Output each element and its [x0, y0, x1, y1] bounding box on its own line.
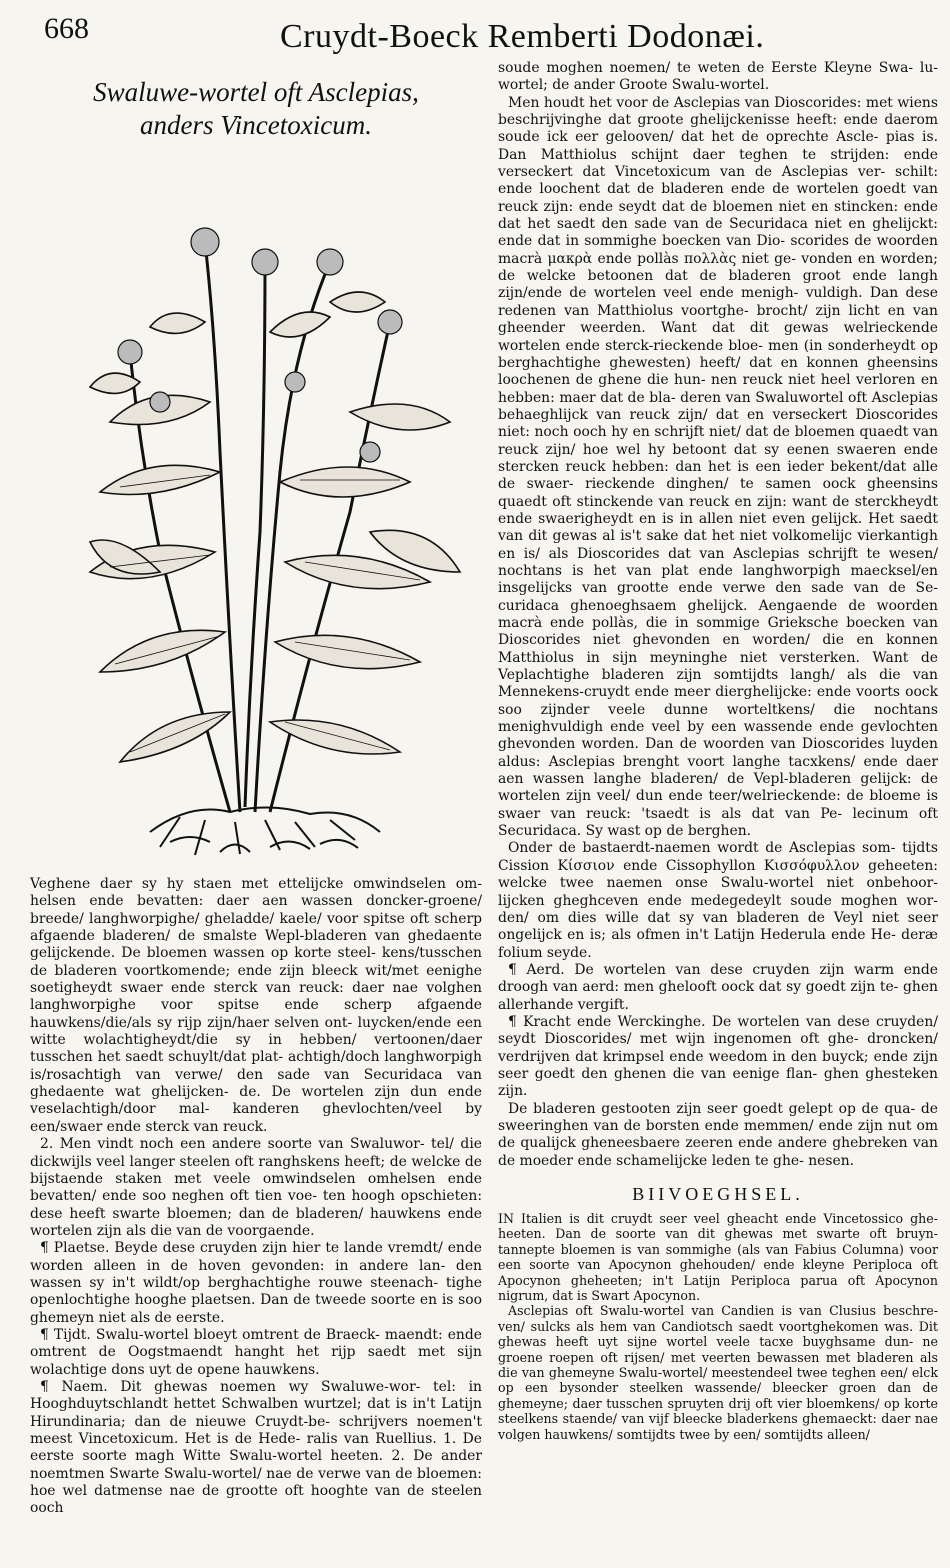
running-head: Cruydt-Boeck Remberti Dodonæi. [280, 18, 765, 55]
paragraph: Asclepias oft Swalu-wortel van Candien is van Clusius beschre- ven/ sulcks als hem van Candiotsch saedt voortghekomen was. Dit ghewas heeft uyt sijne wortel veele tacxe buyghsame dun- ne groene roepen oft rijsen/ met veerten bewassen met bladeren als die van ghemeyne Swalu-wortel/ meestendeel twee teghen een/ elck op een bysonder steelken wassende/ bleecker groen dan de ghemeyne; daer tusschen spruyten drij oft vier bloemkens/ op korte steelkens staende/ van vijf bleecke bladerkens ghemaeckt: daer nae volgen hauwkens/ somtijdts twee by een/ somtijdts alleen/ [498, 1303, 938, 1442]
plant-woodcut-illustration [30, 152, 482, 864]
paragraph: ¶ Tijdt. Swalu-wortel bloeyt omtrent de Braeck- maendt: ende omtrent de Oogstmaendt hanght het rijp saedt met sijn wolachtige dons uyt de opene hauwkens. [30, 1326, 482, 1378]
paragraph: Onder de bastaerdt-naemen wordt de Asclepias som- tijdts Cission Κίσσιον ende Cissophyllon Κισσόφυλλον geheeten: welcke twee naemen onse Swalu-wortel niet onbehoor- lijcken gheghceven ende medegedeylt soude moghen wor- den/ om dies wille dat sy van bladeren de Veyl niet seer ongelijck en is; als ofmen in't Latijn Hederula ende He- deræ folium seyde. [498, 840, 938, 961]
paragraph: ¶ Kracht ende Werckinghe. De wortelen van dese cruyden/ seydt Dioscorides/ met wijn ingenomen oft ghe- droncken/ verdrijven dat krimpsel ende weedom in den buyck; ende zijn seer goedt den ghenen die van eenige flan- ghen ghesteken zijn. [498, 1013, 938, 1100]
left-column [30, 70, 482, 1518]
paragraph: ¶ Aerd. De wortelen van dese cruyden zijn warm ende droogh van aerd: men ghelooft oock dat sy goedt zijn te- ghen allerhande vergift. [498, 961, 938, 1013]
chapter-title-line2: anders Vincetoxicum. [140, 110, 372, 140]
plant-drawing [30, 152, 482, 864]
page-number: 668 [44, 12, 89, 45]
paragraph: soude moghen noemen/ te weten de Eerste Kleyne Swa- lu-wortel; de ander Groote Swalu-wortel. [498, 60, 938, 94]
paragraph: Men houdt het voor de Asclepias van Dioscorides: met wiens beschrijvinghe dat groote ghelijckenisse heeft: ende daerom soude ick eer gelooven/ dat het de oprechte Ascle- pias is. Dan Matthiolus schijnt daer teghen te strijden: ende verseckert dat Vincetoxicum van de Asclepias ver- schilt: ende loochent dat de bladeren ende de wortelen goedt van reuck zijn: ende seydt dat de bloemen niet en stincken: ende dat het saedt den sade van de Securidaca niet en ghelijckt: ende dat in sommighe boecken van Dio- scorides de woorden macrà μακρὰ ende pollàs πολλὰς niet ge- vonden en worden; de welcke betoonen dat de bladeren groot ende langh zijn/ende de wortelen veel ende menigh- vuldigh. Dan dese redenen van Matthiolus voortghe- brocht/ zijn licht en van gheender weerden. Want dat dit gewas welrieckende wortelen ende sterck-rieckende bloe- men (in sonderheydt op berghachtighe ghewesten) heeft/ dat en konnen gheensins loochenen de ghene die hun- nen reuck niet heel verloren en hebben: maer dat de bla- deren van Swaluwortel oft Asclepias behaeghlijck van reuck zijn/ dat en verseckert Dioscorides niet: noch ooch hy en schrijft niet/ dat de bloemen quaedt van reuck zijn/ hoe wel hy betoont dat sy eenen swaeren ende stercken reuck hebben: dan het is een ieder bekent/dat alle de swaer- rieckende dinghen/ te samen oock gheensins quaedt oft stinckende van reuck en zijn: want de sterckheydt ende swaerigheydt en is in allen niet even gelijck. Het saedt van dit gewas al is't sake dat het niet volkomelijc vierkantigh en is/ als Dioscorides dat van Asclepias schrijft te wesen/ nochtans is het van plat ende langhworpigh maecksel/en insgelijcks van grootte ende verwe den sade van de Se- curidaca ghenoeghsaem ghelijck. Aengaende de woorden macrà ende pollàs, die in sommige Grieksche boecken van Dioscorides niet ghevonden en worden/ die en konnen Matthiolus in sijn meyninghe niet versterken. Want de Veplachtighe bladeren zijn somtijdts langh/ als die van Mennekens-cruydt ende meer dierghelijcke: ende voorts oock soo zijnder veele dunne worteltkens/ die nochtans menighvuldigh ende veel by een wassende ende gevlochten ghevonden worden. Dan de woorden van Dioscorides luyden aldus: Asclepias brenght voort langhe tacxkens/ ende daer aen wassen langhe bladeren/ de Vepl-bladeren gelijck: de wortelen zijn veel/ dun ende teer/welrieckende: de bloeme is swaer van reuck: 'tsaedt is als dat van Pe- lecinum oft Securidaca. Sy wast op de berghen. [498, 94, 938, 840]
right-column [498, 60, 938, 1442]
chapter-title-line1: Swaluwe-wortel oft Asclepias, [93, 77, 419, 107]
paragraph: ¶ Plaetse. Beyde dese cruyden zijn hier te lande vremdt/ ende worden alleen in de hoven gevonden: in andere lan- den wassen sy in't wildt/op berghachtighe rouwe steenach- tighe openlochtighe hooghe plaetsen. Dan de tweede soorte en is soo ghemeyn niet als de eerste. [30, 1240, 482, 1326]
paragraph: 2. Men vindt noch een andere soorte van Swaluwor- tel/ die dickwijls veel langer steelen oft ranghskens heeft; de welcke de bijstaende staken met veele omwindselen omhelsen ende bevatten/ ende soo neghen oft tien voe- ten hoogh opschieten: dese heeft swarte bloemen; dan de bladeren/ hauwkens ende wortelen zijn als die van de voorgaende. [30, 1136, 482, 1239]
paragraph: De bladeren gestooten zijn seer goedt gelept op de qua- de sweeringhen van de borsten ende memmen/ ende zijn nut om de qualijck gheneesbaere zeeren ende andere ghebreken van de moeder ende schamelijcke leden te ghe- nesen. [498, 1100, 938, 1169]
paragraph: ¶ Naem. Dit ghewas noemen wy Swaluwe-wor- tel: in Hooghduytschlandt hettet Schwalben wurtzel; dat is in't Latijn Hirundinaria; dan de nieuwe Cruydt-be- schrijvers noemen't meest Vincetoxicum. Het is de Hede- ralis van Ruellius. 1. De eerste soorte magh Witte Swalu-wortel heeten. 2. De ander noemtmen Swarte Swalu-wortel/ nae de verwe van de bloemen: hoe wel datmense nae de grootte oft hooghte van de steelen ooch [30, 1378, 482, 1517]
paragraph: IN Italien is dit cruydt seer veel gheacht ende Vincetossico ghe- heeten. Dan de soorte van dit ghewas met swarte oft bruyn- tannepte bloemen is van sommighe (als van Fabius Columna) voor een soorte van Apocynon ghehouden/ ende kleyne Periploca oft Apocynon gheheeten; in't Latijn Periploca parua oft Apocynon nigrum, dat is Swart Apocynon. [498, 1211, 938, 1304]
bijvoeghsel-text [498, 1211, 938, 1442]
chapter-title [30, 76, 482, 142]
right-body-text [498, 60, 938, 1170]
left-body-text [30, 876, 482, 1518]
paragraph: Veghene daer sy hy staen met ettelijcke omwindselen om- helsen ende bevatten: daer aen wassen doncker-groene/ breede/ langhworpighe/ gheladde/ kaele/ voor spitse oft scherp afgaende bladeren/ de smalste Wepl-bladeren van ghedaente gelijckende. De bloemen wassen op korte steel- kens/tusschen de bladeren voortkomende; ende zijn bleeck wit/met eenighe soetigheydt swaer ende sterck van reuck: daer nae volghen langhworpighe voor spitse ende scherp afgaende hauwkens/die/als sy rijp zijn/haer selven ont- luycken/ende een witte wolachtigheydt/die sy in hebben/ vertoonen/daer tusschen het saedt schuylt/dat plat- achtigh/doch langhworpigh is/rosachtigh van verwe/ den sade van Securidaca van ghedaente wat ghelijcken- de. De wortelen zijn dun ende veselachtigh/door mal- kanderen ghevlochten/veel by een/swaer ende sterck van reuck. [30, 876, 482, 1135]
section-heading-bijvoeghsel: BIIVOEGHSEL. [632, 1184, 804, 1204]
page-header [0, 8, 950, 56]
